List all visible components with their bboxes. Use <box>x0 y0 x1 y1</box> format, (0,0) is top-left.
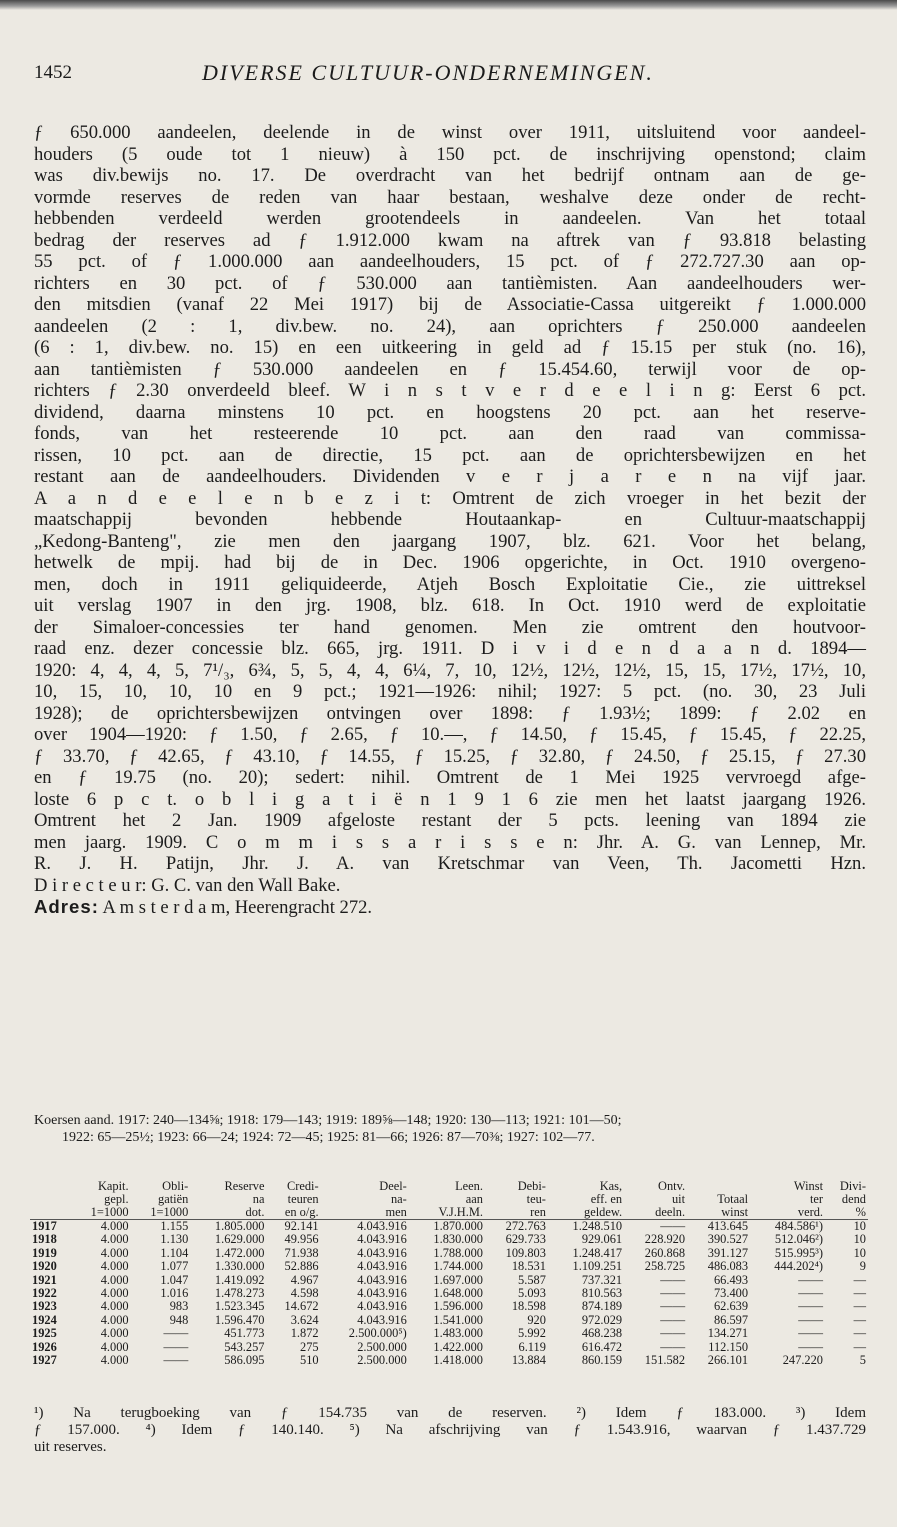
running-title: DIVERSE CULTUUR-ONDERNEMINGEN. <box>202 60 654 85</box>
table-row <box>30 1341 868 1354</box>
table-cell: 4.043.916 <box>357 1272 407 1287</box>
table-cell: 616.472 <box>581 1339 623 1354</box>
table-cell: — <box>853 1299 866 1314</box>
page-header <box>34 60 864 90</box>
table-cell: 1.016 <box>160 1286 189 1301</box>
column-header <box>30 1193 71 1206</box>
table-row <box>30 1274 868 1287</box>
table-cell: 874.189 <box>581 1299 623 1314</box>
body-line: houders (5 oude tot 1 nieuw) à 150 pct. de inschrijving openstond; claim <box>34 143 866 165</box>
footnotes <box>34 1405 866 1456</box>
body-line: ƒ 650.000 aandeelen, deelende in de winst over 1911, uitsluitend voor aandeel- <box>34 122 866 143</box>
column-header <box>30 1180 71 1193</box>
table-cell: 2.500.000 <box>357 1353 407 1368</box>
column-header: winst <box>687 1206 750 1220</box>
table-cell: 1.596.000 <box>433 1299 483 1314</box>
body-line: dividend, daarna minstens 10 pct. en hoogstens 20 pct. aan het reserve- <box>34 401 866 423</box>
body-line: 10, 15, 10, 10, 10 en 9 pct.; 1921—1926: nihil; 1927: 5 pct. (no. 30, 23 Juli <box>34 681 866 702</box>
table-cell: — <box>853 1339 866 1354</box>
year-cell: 1922 <box>32 1286 57 1301</box>
table-cell: 1.744.000 <box>433 1259 483 1274</box>
year-cell: 1918 <box>32 1232 57 1247</box>
table-cell: 71.938 <box>284 1245 319 1260</box>
body-line: 1928); de oprichtersbewijzen ontvingen over 1898: ƒ 1.93½; 1899: ƒ 2.02 en <box>34 702 866 724</box>
table-row <box>30 1247 868 1260</box>
table-cell: 586.095 <box>224 1353 265 1368</box>
body-line: men, doch in 1911 geliquideerde, Atjeh Bosch Exploitatie Cie., zie uittreksel <box>34 573 866 595</box>
body-line: fonds, van het resteerende 10 pct. aan den raad van commissa- <box>34 423 866 444</box>
table-cell: 629.733 <box>505 1232 546 1247</box>
table-cell: —— <box>660 1272 686 1287</box>
body-line: rissen, 10 pct. aan de directie, 15 pct. aan de oprichtersbewijzen en het <box>34 444 866 466</box>
table-cell: —— <box>163 1339 189 1354</box>
table-cell: 260.868 <box>644 1245 686 1260</box>
year-cell: 1927 <box>32 1353 57 1368</box>
table-cell: 1.472.000 <box>214 1245 265 1260</box>
table-cell: 486.083 <box>707 1259 749 1274</box>
table-cell: 1.596.470 <box>214 1312 265 1327</box>
table-cell: 1.419.092 <box>214 1272 265 1287</box>
table-cell: 510 <box>300 1353 319 1368</box>
table-cell: 4.043.916 <box>357 1286 407 1301</box>
column-header: Kapit. <box>97 1179 129 1193</box>
table-cell: 10 <box>853 1232 866 1247</box>
table-row <box>30 1233 868 1246</box>
table-cell: 391.127 <box>707 1245 749 1260</box>
body-line: hetwelk de mpij. had bij de in Dec. 1906 opgerichte, in Oct. 1910 overgeno- <box>34 552 866 573</box>
year-cell: 1926 <box>32 1339 57 1354</box>
price-history <box>34 1112 866 1146</box>
table-cell: 983 <box>169 1299 189 1314</box>
table-cell: 1.418.000 <box>433 1353 483 1368</box>
table-cell: 5 <box>859 1353 866 1368</box>
table-cell: —— <box>660 1312 686 1327</box>
column-header <box>30 1206 71 1220</box>
table-cell: 543.257 <box>224 1339 265 1354</box>
table-row <box>30 1314 868 1327</box>
table-row <box>30 1354 868 1367</box>
scan-edge <box>0 0 897 10</box>
table-cell: 4.000 <box>100 1326 129 1341</box>
table-cell: 4.000 <box>100 1299 129 1314</box>
table-cell: 112.150 <box>708 1339 749 1354</box>
body-line: en ƒ 19.75 (no. 20); sedert: nihil. Omtrent de 1 Mei 1925 vervroegd afge- <box>34 767 866 788</box>
body-line: was div.bewijs no. 17. De overdracht van het bedrijf ontnam aan de ge- <box>34 165 866 186</box>
table-cell: —— <box>798 1326 824 1341</box>
table-cell: —— <box>660 1299 686 1314</box>
column-header: eff. en <box>590 1192 623 1206</box>
body-line: over 1904—1920: ƒ 1.50, ƒ 2.65, ƒ 10.—, ƒ 14.50, ƒ 15.45, ƒ 15.45, ƒ 22.25, <box>34 724 866 745</box>
table-cell: 1.478.273 <box>214 1286 265 1301</box>
table-cell: —— <box>163 1326 189 1341</box>
table-cell: 4.000 <box>100 1286 129 1301</box>
table-cell: 228.920 <box>644 1232 686 1247</box>
table-cell: —— <box>660 1286 686 1301</box>
table-cell: — <box>853 1326 866 1341</box>
table-row <box>30 1220 868 1234</box>
column-header: Ontv. <box>658 1179 686 1193</box>
table-cell: 920 <box>527 1312 546 1327</box>
body-line: 55 pct. of ƒ 1.000.000 aan aandeelhouders, 15 pct. of ƒ 272.727.30 aan op- <box>34 251 866 272</box>
table-cell: 1.109.251 <box>572 1259 623 1274</box>
table-cell: 484.586¹) <box>774 1219 824 1233</box>
table-cell: 1.523.345 <box>214 1299 265 1314</box>
column-header: 1=1000 <box>71 1206 131 1220</box>
table-cell: 1.248.510 <box>572 1219 623 1233</box>
table-cell: 4.043.916 <box>357 1312 407 1327</box>
table-cell: 73.400 <box>713 1286 749 1301</box>
table-cell: 14.672 <box>284 1299 319 1314</box>
page-number: 1452 <box>34 62 72 83</box>
column-header: Totaal <box>717 1192 749 1206</box>
column-header: aan <box>465 1192 483 1206</box>
price-history-line: 1922: 65—25½; 1923: 66—24; 1924: 72—45; 1925: 81—66; 1926: 87—70⅜; 1927: 102—77. <box>62 1130 595 1145</box>
table-cell: 4.000 <box>100 1339 129 1354</box>
column-header: Kas, <box>599 1179 623 1193</box>
body-line: uit verslag 1907 in den jrg. 1908, blz. 618. In Oct. 1910 werd de exploitatie <box>34 595 866 616</box>
table-cell: 1.422.000 <box>433 1339 483 1354</box>
column-header: dend <box>841 1192 866 1206</box>
column-header: dot. <box>190 1206 266 1220</box>
address-value: A m s t e r d a m, Heerengracht 272. <box>102 897 373 918</box>
body-line: D i r e c t e u r: G. C. van den Wall Bake. <box>34 874 341 896</box>
column-header: na- <box>390 1192 407 1206</box>
column-header: Reserve <box>224 1179 265 1193</box>
footnote-line: ƒ 157.000. ⁴) Idem ƒ 140.140. ⁵) Na afschrijving van ƒ 1.543.916, waarvan ƒ 1.437.729 <box>34 1422 866 1438</box>
table-cell: —— <box>660 1326 686 1341</box>
column-header: Divi- <box>839 1179 866 1193</box>
table-cell: 4.043.916 <box>357 1219 407 1233</box>
body-line: richters en 30 pct. of ƒ 530.000 aan tantièmisten. Aan aandeelhouders wer- <box>34 272 866 294</box>
year-cell: 1923 <box>32 1299 57 1314</box>
table-cell: 451.773 <box>224 1326 265 1341</box>
table-cell: 4.000 <box>100 1259 129 1274</box>
table-cell: 1.330.000 <box>214 1259 265 1274</box>
table-cell: —— <box>660 1339 686 1354</box>
table-cell: —— <box>798 1339 824 1354</box>
table-cell: 512.046²) <box>774 1232 824 1247</box>
table-cell: 1.483.000 <box>433 1326 483 1341</box>
body-line: aandeelen (2 : 1, div.bew. no. 24), aan oprichters ƒ 250.000 aandeelen <box>34 315 866 337</box>
table-cell: 3.624 <box>290 1312 319 1327</box>
footnote-line: uit reserves. <box>34 1439 107 1455</box>
table-cell: 10 <box>853 1245 866 1260</box>
table-cell: 5.992 <box>518 1326 546 1341</box>
table-cell: 972.029 <box>581 1312 623 1327</box>
body-line: hebbenden verdeeld werden grootendeels in aandeelen. Van het totaal <box>34 208 866 229</box>
column-header: Leen. <box>455 1179 483 1193</box>
table-cell: 5.093 <box>518 1286 546 1301</box>
table-cell: 1.104 <box>160 1245 189 1260</box>
table-cell: 1.697.000 <box>433 1272 483 1287</box>
table-cell: 4.043.916 <box>357 1245 407 1260</box>
column-header: teuren <box>287 1192 319 1206</box>
table-cell: 10 <box>853 1219 866 1233</box>
table-cell: —— <box>163 1353 189 1368</box>
table-row <box>30 1287 868 1300</box>
table-cell: 2.500.000⁵) <box>348 1326 407 1341</box>
column-header: V.J.H.M. <box>409 1206 485 1220</box>
table-cell: 1.047 <box>160 1272 189 1287</box>
table-cell: 4.043.916 <box>357 1259 407 1274</box>
table-cell: 9 <box>859 1259 866 1274</box>
financial-table-header <box>30 1180 868 1220</box>
column-header: ter <box>809 1192 824 1206</box>
column-header: Deel- <box>379 1179 407 1193</box>
table-row <box>30 1327 868 1340</box>
column-header: Winst <box>793 1179 824 1193</box>
body-line: maatschappij bevonden hebbende Houtaankap- en Cultuur-maatschappij <box>34 509 866 530</box>
column-header: gatiën <box>158 1192 189 1206</box>
table-cell: 4.000 <box>100 1219 129 1233</box>
table-cell: 62.639 <box>713 1299 749 1314</box>
financial-table-body <box>30 1220 868 1368</box>
body-line: 1920: 4, 4, 4, 5, 7¹/₃, 6¾, 5, 5, 4, 4, 6¼, 7, 10, 12½, 12½, 12½, 15, 15, 17½, 17½, 10, <box>34 659 866 681</box>
table-cell: 272.763 <box>505 1219 546 1233</box>
column-header: teu- <box>526 1192 546 1206</box>
table-cell: —— <box>798 1312 824 1327</box>
column-header: Obli- <box>162 1179 189 1193</box>
table-cell: 66.493 <box>713 1272 749 1287</box>
table-cell: —— <box>798 1272 824 1287</box>
table-cell: 52.886 <box>284 1259 319 1274</box>
table-cell: 86.597 <box>713 1312 749 1327</box>
address-line <box>34 896 866 919</box>
body-line: vormde reserves de reden van haar bestaan, weshalve deze onder de recht- <box>34 186 866 208</box>
column-header: uit <box>671 1192 686 1206</box>
table-cell: 810.563 <box>581 1286 623 1301</box>
year-cell: 1920 <box>32 1259 57 1274</box>
table-cell: 737.321 <box>581 1272 623 1287</box>
table-cell: 860.159 <box>581 1353 623 1368</box>
table-cell: 468.238 <box>581 1326 623 1341</box>
year-cell: 1917 <box>32 1219 57 1233</box>
column-header: en o/g. <box>266 1206 320 1220</box>
table-cell: 1.870.000 <box>433 1219 483 1233</box>
table-row <box>30 1260 868 1273</box>
column-header: na <box>252 1192 265 1206</box>
table-cell: 4.000 <box>100 1312 129 1327</box>
table-cell: 49.956 <box>284 1232 319 1247</box>
table-cell: —— <box>798 1299 824 1314</box>
column-header: ren <box>485 1206 548 1220</box>
body-line: der Simaloer-concessies ter hand genomen. Men zie omtrent den houtvoor- <box>34 616 866 638</box>
table-cell: 18.598 <box>511 1299 546 1314</box>
table-cell: 1.805.000 <box>214 1219 265 1233</box>
table-cell: 5.587 <box>518 1272 546 1287</box>
table-cell: 390.527 <box>707 1232 749 1247</box>
year-cell: 1925 <box>32 1326 57 1341</box>
table-cell: 948 <box>169 1312 189 1327</box>
table-header-row <box>30 1206 868 1220</box>
table-cell: 4.000 <box>100 1245 129 1260</box>
table-cell: 4.000 <box>100 1353 129 1368</box>
table-cell: 4.000 <box>100 1272 129 1287</box>
column-header: men <box>321 1206 409 1220</box>
year-cell: 1924 <box>32 1312 57 1327</box>
column-header: % <box>825 1206 868 1220</box>
table-cell: —— <box>660 1219 686 1233</box>
footnote-line: ¹) Na terugboeking van ƒ 154.735 van de reserven. ²) Idem ƒ 183.000. ³) Idem <box>34 1405 866 1421</box>
table-cell: 4.598 <box>290 1286 319 1301</box>
table-cell: 92.141 <box>284 1219 319 1233</box>
body-line: Omtrent het 2 Jan. 1909 afgeloste restant der 5 pcts. leening van 1894 zie <box>34 810 866 831</box>
table-cell: 109.803 <box>505 1245 546 1260</box>
table-cell: — <box>853 1312 866 1327</box>
table-cell: 6.119 <box>518 1339 546 1354</box>
body-line: bedrag der reserves ad ƒ 1.912.000 kwam na aftrek van ƒ 93.818 belasting <box>34 229 866 251</box>
table-cell: 444.202⁴) <box>774 1259 824 1274</box>
table-cell: 151.582 <box>644 1353 686 1368</box>
table-cell: 275 <box>300 1339 319 1354</box>
table-cell: 1.648.000 <box>433 1286 483 1301</box>
table-cell: 1.248.417 <box>572 1245 623 1260</box>
column-header: deeln. <box>624 1206 687 1220</box>
body-line: R. J. H. Patijn, Jhr. J. A. van Kretschmar van Veen, Th. Jacometti Hzn. <box>34 853 866 874</box>
table-cell: 4.967 <box>290 1272 319 1287</box>
table-cell: 929.061 <box>581 1232 623 1247</box>
table-cell: 413.645 <box>707 1219 749 1233</box>
year-cell: 1921 <box>32 1272 57 1287</box>
body-line: A a n d e e l e n b e z i t: Omtrent de zich vroeger in het bezit der <box>34 487 866 509</box>
price-history-line: Koersen aand. 1917: 240—134⅝; 1918: 179—143; 1919: 189⅝—148; 1920: 130—113; 1921: 101—50; <box>34 1113 622 1128</box>
column-header: Debi- <box>517 1179 546 1193</box>
table-cell: 258.725 <box>644 1259 686 1274</box>
table-cell: 266.101 <box>707 1353 749 1368</box>
body-line: aan tantièmisten ƒ 530.000 aandeelen en ƒ 15.454.60, terwijl voor de op- <box>34 358 866 380</box>
table-cell: 4.043.916 <box>357 1232 407 1247</box>
table-cell: 1.130 <box>160 1232 189 1247</box>
table-cell: 1.155 <box>160 1219 189 1233</box>
body-text <box>34 122 866 919</box>
table-cell: — <box>853 1272 866 1287</box>
table-cell: 134.271 <box>707 1326 749 1341</box>
table-cell: 247.220 <box>782 1353 824 1368</box>
table-cell: 1.629.000 <box>214 1232 265 1247</box>
body-line: restant aan de aandeelhouders. Dividenden v e r j a r e n na vijf jaar. <box>34 466 866 487</box>
table-cell: 2.500.000 <box>357 1339 407 1354</box>
column-header: gepl. <box>104 1192 129 1206</box>
body-line: ƒ 33.70, ƒ 42.65, ƒ 43.10, ƒ 14.55, ƒ 15.25, ƒ 32.80, ƒ 24.50, ƒ 25.15, ƒ 27.30 <box>34 745 866 767</box>
table-cell: 1.788.000 <box>433 1245 483 1260</box>
table-cell: 4.043.916 <box>357 1299 407 1314</box>
column-header: Credi- <box>286 1179 319 1193</box>
table-cell: 13.884 <box>511 1353 546 1368</box>
table-cell: 1.830.000 <box>433 1232 483 1247</box>
body-line: richters ƒ 2.30 onverdeeld bleef. W i n s t v e r d e e l i n g: Eerst 6 pct. <box>34 380 866 401</box>
table-cell: —— <box>798 1286 824 1301</box>
table-cell: 4.000 <box>100 1232 129 1247</box>
body-line: raad enz. dezer concessie blz. 665, jrg. 1911. D i v i d e n d a a n d. 1894— <box>34 638 866 659</box>
column-header: geldew. <box>548 1206 624 1220</box>
body-line: den mitsdien (vanaf 22 Mei 1917) bij de Associatie-Cassa uitgereikt ƒ 1.000.000 <box>34 294 866 315</box>
address-label: Adres: <box>34 896 99 917</box>
table-cell: 515.995³) <box>774 1245 824 1260</box>
financial-table <box>30 1180 868 1367</box>
table-row <box>30 1300 868 1313</box>
table-cell: 1.872 <box>290 1326 319 1341</box>
body-line: (6 : 1, div.bew. no. 15) en een uitkeering in geld ad ƒ 15.15 per stuk (no. 16), <box>34 337 866 358</box>
body-line: men jaarg. 1909. C o m m i s s a r i s s e n: Jhr. A. G. van Lennep, Mr. <box>34 831 866 853</box>
table-cell: 1.077 <box>160 1259 189 1274</box>
table-cell: 1.541.000 <box>433 1312 483 1327</box>
table-cell: 18.531 <box>511 1259 546 1274</box>
table-cell: — <box>853 1286 866 1301</box>
body-line: loste 6 p c t. o b l i g a t i ë n 1 9 1 6 zie men het laatst jaargang 1926. <box>34 788 866 810</box>
column-header: verd. <box>750 1206 825 1220</box>
year-cell: 1919 <box>32 1245 57 1260</box>
column-header: 1=1000 <box>131 1206 191 1220</box>
body-line: „Kedong-Banteng", zie men den jaargang 1907, blz. 621. Voor het belang, <box>34 530 866 552</box>
